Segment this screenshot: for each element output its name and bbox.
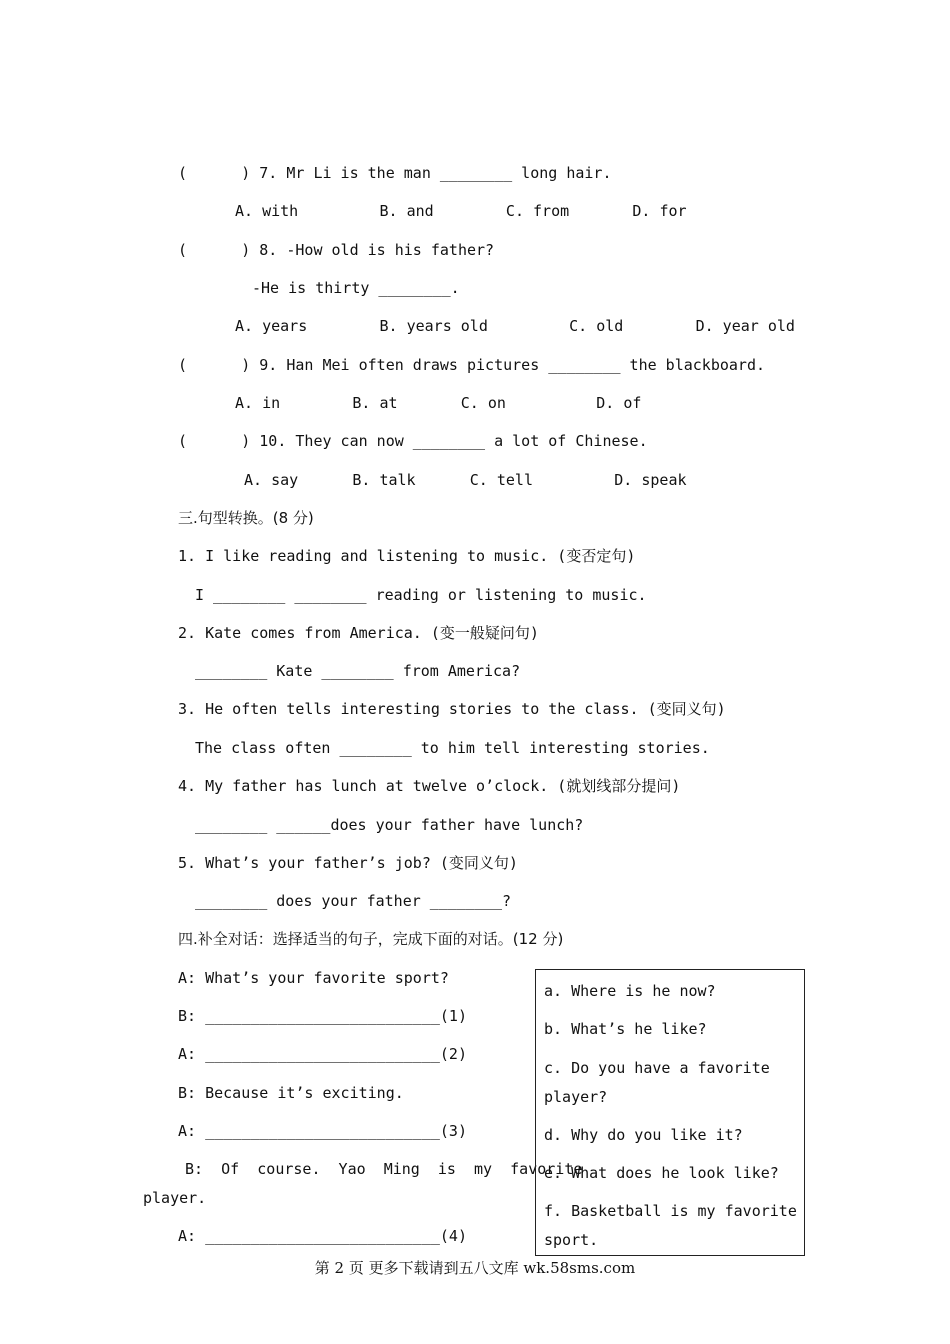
dialog-line-5: A: __________________________(3) [178,1122,467,1140]
q8-options: A. years B. years old C. old D. year old [235,317,795,335]
dialog-line-7: A: __________________________(4) [178,1227,467,1245]
option-b: b. What’s he like? [544,1020,707,1038]
q8-stem: ( ) 8. -How old is his father? [178,241,495,259]
option-f-cont: sport. [544,1231,599,1249]
dialog-line-4: B: Because it’s exciting. [178,1084,404,1102]
s3-item4-answer: ________ ______does your father have lunch? [195,816,584,834]
option-c: c. Do you have a favorite [544,1059,770,1077]
page-footer: 第 2 页 更多下载请到五八文库 wk.58sms.com [314,1259,636,1277]
s3-item5-question: 5. What’s your father’s job? (变同义句) [178,854,518,872]
dialog-line-2: B: __________________________(1) [178,1007,467,1025]
option-d: d. Why do you like it? [544,1126,743,1144]
section4-heading: 四.补全对话：选择适当的句子，完成下面的对话。(12 分) [178,930,564,948]
s3-item1-question: 1. I like reading and listening to music. (变否定句) [178,547,636,565]
option-a: a. Where is he now? [544,982,716,1000]
s3-item5-answer: ________ does your father ________? [195,892,512,910]
s3-item3-answer: The class often ________ to him tell interesting stories. [195,739,710,757]
option-e: e. What does he look like? [544,1164,779,1182]
q9-stem: ( ) 9. Han Mei often draws pictures ________ the blackboard. [178,356,765,374]
q10-options: A. say B. talk C. tell D. speak [244,471,687,489]
s3-item4-question: 4. My father has lunch at twelve o’clock. (就划线部分提问) [178,777,681,795]
dialog-line-6: B: Of course. Yao Ming is my favorite [176,1160,583,1178]
q9-options: A. in B. at C. on D. of [235,394,642,412]
option-f: f. Basketball is my favorite [544,1202,797,1220]
dialog-line-1: A: What’s your favorite sport? [178,969,449,987]
q10-stem: ( ) 10. They can now ________ a lot of Chinese. [178,432,648,450]
q8-stem-answer: -He is thirty ________. [252,279,460,297]
dialog-line-6-cont: player. [143,1189,207,1207]
options-box [535,969,805,1256]
q7-stem: ( ) 7. Mr Li is the man ________ long hair. [178,164,612,182]
option-c-cont: player? [544,1088,608,1106]
section3-heading: 三.句型转换。(8 分) [178,509,314,527]
dialog-line-3: A: __________________________(2) [178,1045,467,1063]
s3-item2-answer: ________ Kate ________ from America? [195,662,521,680]
q7-options: A. with B. and C. from D. for [235,202,687,220]
s3-item1-answer: I ________ ________ reading or listening to music. [195,586,647,604]
s3-item3-question: 3. He often tells interesting stories to the class. (变同义句) [178,700,726,718]
s3-item2-question: 2. Kate comes from America. (变一般疑问句) [178,624,539,642]
